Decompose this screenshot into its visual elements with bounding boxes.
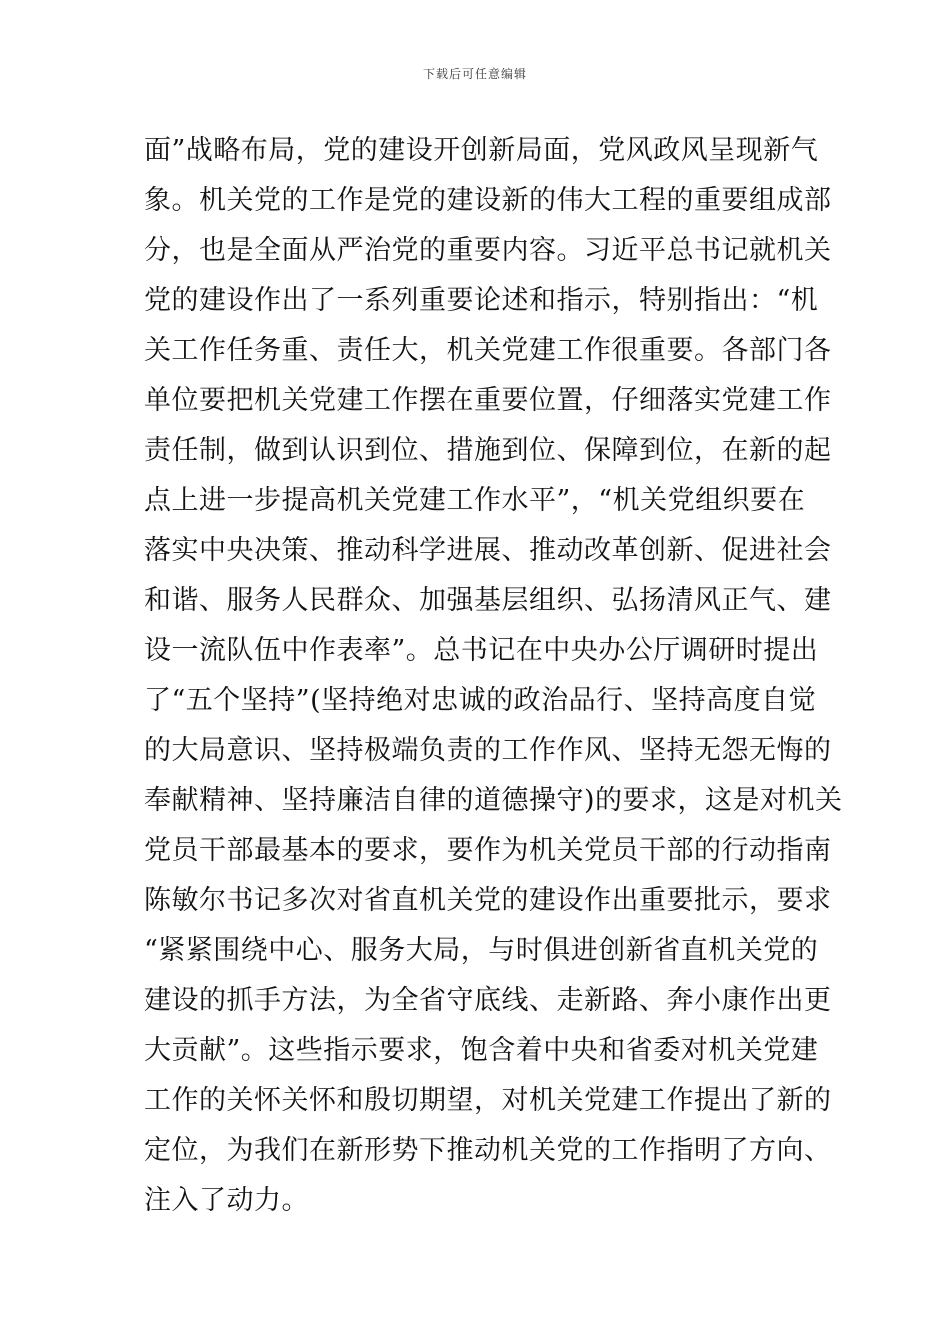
text-line: “紧紧围绕中心、服务大局，与时俱进创新省直机关党的 <box>144 935 819 966</box>
text-line: 单位要把机关党建工作摆在重要位置，仔细落实党建工作 <box>144 385 832 416</box>
text-line: 落实中央决策、推动科学进展、推动改革创新、促进社会 <box>144 535 832 566</box>
text-line: 建设的抓手方法，为全省守底线、走新路、奔小康作出更 <box>144 985 832 1016</box>
text-line: 注入了动力。 <box>144 1185 309 1216</box>
body-paragraph <box>144 126 843 1226</box>
text-line: 定位，为我们在新形势下推动机关党的工作指明了方向、 <box>144 1135 832 1166</box>
header-note: 下载后可任意编辑 <box>422 67 527 81</box>
text-line: 陈敏尔书记多次对省直机关党的建设作出重要批示，要求 <box>144 885 832 916</box>
text-line: 和谐、服务人民群众、加强基层组织、弘扬清风正气、建 <box>144 585 832 616</box>
text-line: 了“五个坚持”(坚持绝对忠诚的政治品行、坚持高度自觉 <box>144 685 817 716</box>
text-line: 面”战略布局，党的建设开创新局面，党风政风呈现新气 <box>144 135 819 166</box>
text-line: 大贡献”。这些指示要求，饱含着中央和省委对机关党建 <box>144 1035 819 1066</box>
text-line: 奉献精神、坚持廉洁自律的道德操守)的要求，这是对机关 <box>144 785 843 816</box>
text-line: 设一流队伍中作表率”。总书记在中央办公厅调研时提出 <box>144 635 819 666</box>
text-line: 的大局意识、坚持极端负责的工作作风、坚持无怨无悔的 <box>144 735 832 766</box>
text-line: 责任制，做到认识到位、措施到位、保障到位，在新的起 <box>144 435 832 466</box>
text-line: 点上进一步提高机关党建工作水平”，“机关党组织要在 <box>144 485 806 516</box>
text-line: 党的建设作出了一系列重要论述和指示，特别指出：“机 <box>144 285 819 316</box>
text-line: 象。机关党的工作是党的建设新的伟大工程的重要组成部 <box>144 185 832 216</box>
text-line: 关工作任务重、责任大，机关党建工作很重要。各部门各 <box>144 335 832 366</box>
text-line: 分，也是全面从严治党的重要内容。习近平总书记就机关 <box>144 235 832 266</box>
text-line: 工作的关怀关怀和殷切期望，对机关党建工作提出了新的 <box>144 1085 832 1116</box>
text-line: 党员干部最基本的要求，要作为机关党员干部的行动指南 <box>144 835 832 866</box>
